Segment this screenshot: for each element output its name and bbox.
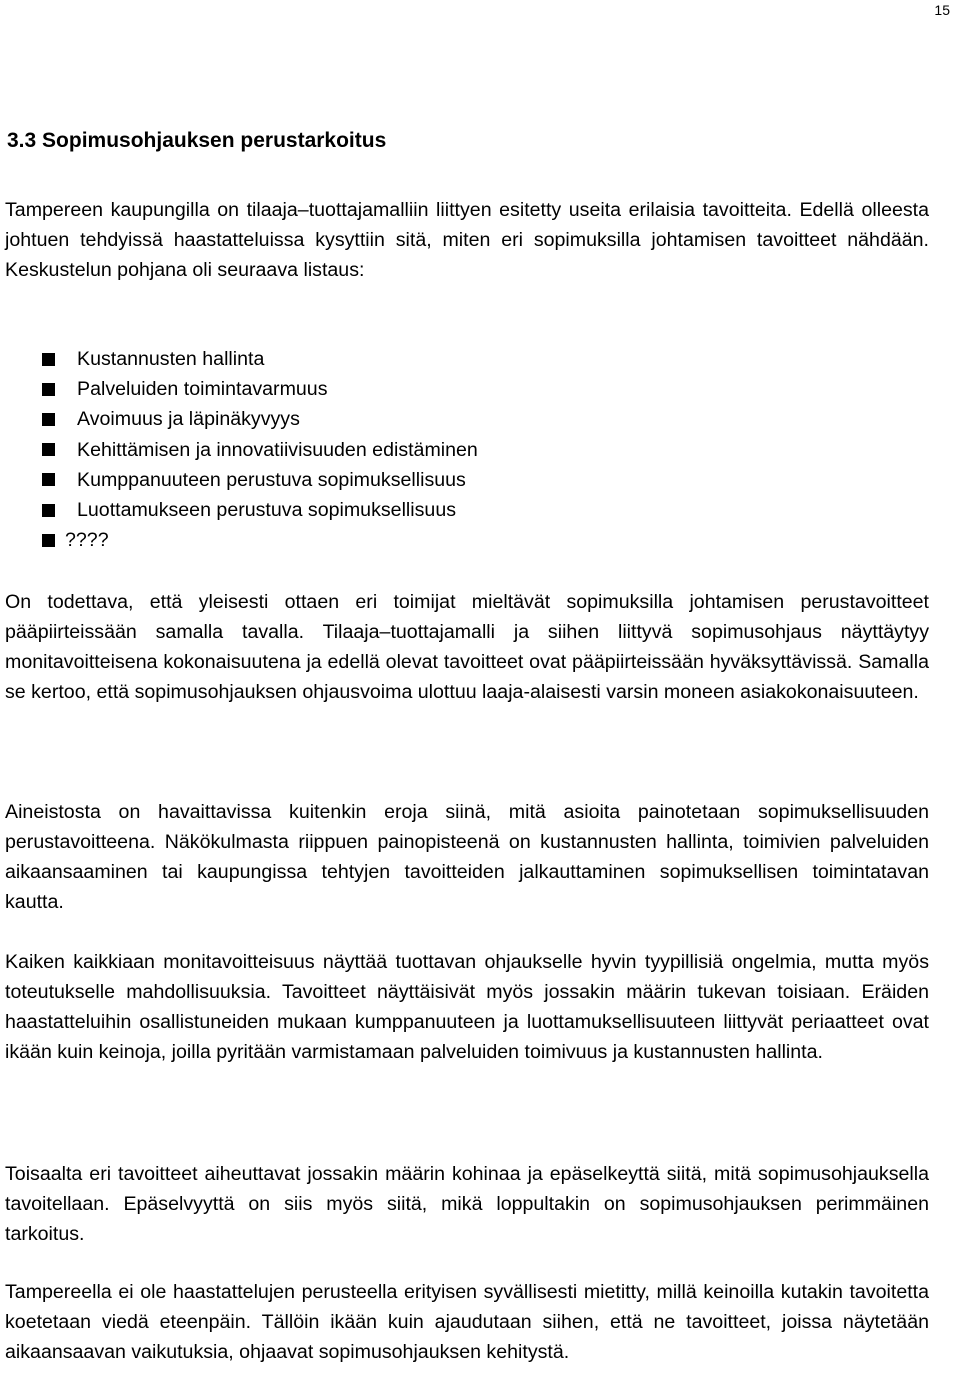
paragraph: Kaiken kaikkiaan monitavoitteisuus näyttää tuottavan ohjaukselle hyvin tyypillisiä ongelmia, mutta myös toteutukselle mahdollisuuksia. Tavoitteet näyttäisivät myös jossakin määrin tukevan toisiaan. Eräiden haastatteluihin osallistuneiden mukaan kumppanuuteen ja luottamuksellisuuteen liittyvät periaatteet ovat ikään kuin keinoja, joilla pyritään varmistamaan palveluiden toimivuus ja kustannusten hallinta.: [5, 951, 929, 1063]
list-item: [42, 344, 478, 374]
goal-list: [42, 344, 478, 555]
body-text-block: [5, 1277, 929, 1367]
paragraph: Aineistosta on havaittavissa kuitenkin eroja siinä, mitä asioita painotetaan sopimuksellisuuden perustavoitteena. Näkökulmasta riippuen painopisteenä on kustannusten hallinta, toimivien palveluiden aikaansaaminen tai kaupungissa tehtyjen tavoitteiden jalkauttaminen sopimuksellisen toimintatavan kautta.: [5, 801, 929, 913]
list-item: [42, 404, 478, 434]
square-bullet-icon: [42, 504, 55, 517]
list-item: [42, 435, 478, 465]
list-item: [42, 465, 478, 495]
list-item-label: Luottamukseen perustuva sopimuksellisuus: [77, 499, 457, 522]
square-bullet-icon: [42, 473, 55, 486]
square-bullet-icon: [42, 443, 55, 456]
page-number: 15: [934, 2, 950, 18]
list-item: [42, 525, 478, 555]
list-item-label: Palveluiden toimintavarmuus: [77, 378, 328, 401]
paragraph: Toisaalta eri tavoitteet aiheuttavat jossakin määrin kohinaa ja epäselkeyttä siitä, mitä sopimusohjauksella tavoitellaan. Epäselvyyttä on siis myös siitä, mikä loppultakin on sopimusohjauksen perimmäinen tarkoitus.: [5, 1163, 929, 1245]
list-item-label: Kehittämisen ja innovatiivisuuden edistäminen: [77, 438, 478, 461]
list-item-label: ????: [65, 529, 109, 552]
paragraph: Tampereella ei ole haastattelujen perusteella erityisen syvällisesti mietitty, millä keinoilla kutakin tavoitetta koetetaan viedä eteenpäin. Tällöin ikään kuin ajaudutaan siihen, että ne tavoitteet, joissa näytetään aikaansaavan vaikutuksia, ohjaavat sopimusohjauksen kehitystä.: [5, 1281, 929, 1363]
square-bullet-icon: [42, 413, 55, 426]
list-item-label: Kumppanuuteen perustuva sopimuksellisuus: [77, 468, 466, 491]
section-heading: 3.3 Sopimusohjauksen perustarkoitus: [7, 129, 387, 152]
body-text-block: [5, 797, 929, 917]
body-text-block: [5, 195, 929, 285]
list-item: [42, 374, 478, 404]
body-text-block: [5, 947, 929, 1067]
list-item-label: Kustannusten hallinta: [77, 348, 265, 370]
list-item: [42, 495, 478, 525]
body-text-block: [5, 1159, 929, 1249]
paragraph: On todettava, että yleisesti ottaen eri toimijat mieltävät sopimuksilla johtamisen perustavoitteet pääpiirteissään samalla tavalla. Tilaaja–tuottajamalli ja siihen liittyvä sopimusohjaus näyttäytyy monitavoitteisena kokonaisuutena ja edellä olevat tavoitteet ovat pääpiirteissään hyväksyttävissä. Samalla se kertoo, että sopimusohjauksen ohjausvoima ulottuu laaja-alaisesti varsin moneen asiakokonaisuuteen.: [5, 591, 929, 703]
square-bullet-icon: [42, 534, 55, 547]
list-item-label: Avoimuus ja läpinäkyvyys: [77, 408, 300, 431]
square-bullet-icon: [42, 383, 55, 396]
square-bullet-icon: [42, 353, 55, 366]
body-text-block: [5, 587, 929, 707]
paragraph-intro: Tampereen kaupungilla on tilaaja–tuottajamalliin liittyen esitetty useita erilaisia tavoitteita. Edellä olleesta johtuen tehdyissä haastatteluissa kysyttiin sitä, miten eri sopimuksilla johtamisen tavoitteet nähdään. Keskustelun pohjana oli seuraava listaus:: [5, 199, 929, 281]
